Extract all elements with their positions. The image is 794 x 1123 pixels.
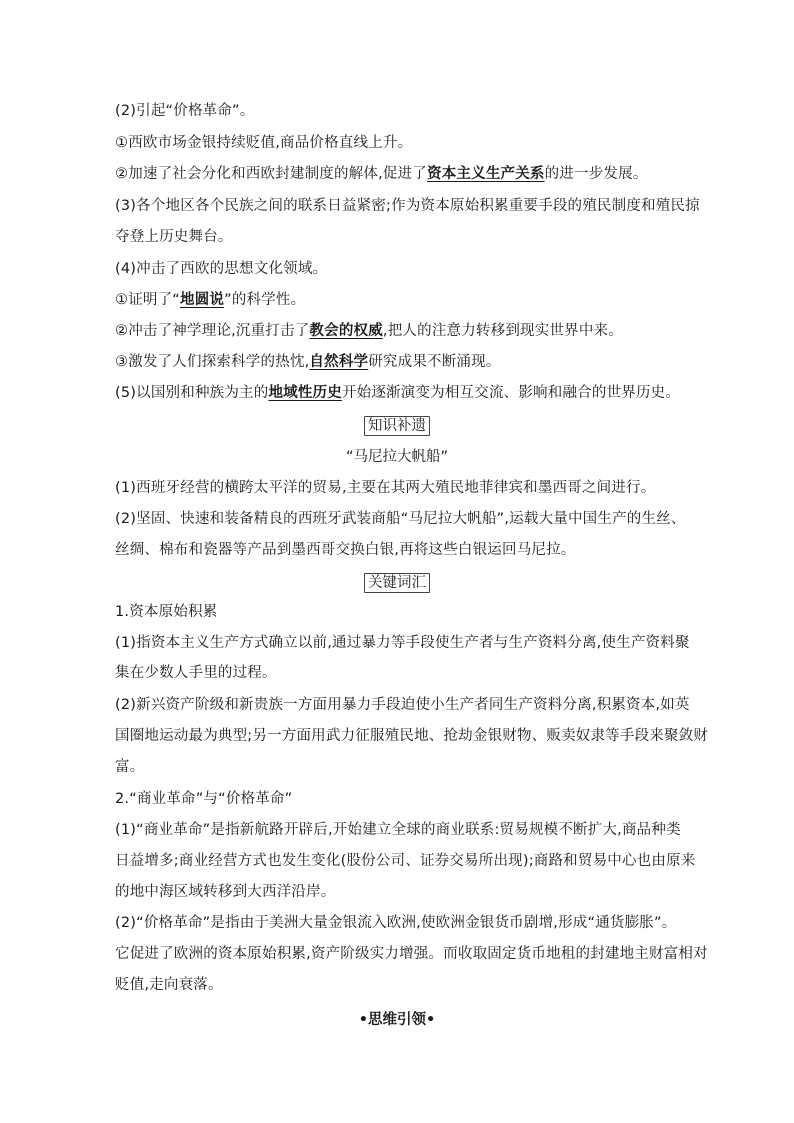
paragraph-line [115, 133, 705, 153]
paragraph-line [115, 726, 709, 746]
text: 的地中海区域转移到大西洋沿岸。 [115, 884, 336, 900]
text: 富。 [115, 759, 145, 775]
text: 它促进了欧洲的资本原始积累,资产阶级实力增强。而收取固定货币地租的封建地主财富相对 [115, 946, 708, 962]
text: ①证明了“ [115, 292, 181, 308]
text: 集在少数人手里的过程。 [115, 665, 277, 681]
text: 丝绸、棉布和瓷器等产品到墨西哥交换白银,再将这些白银运回马尼拉。 [115, 542, 576, 558]
text: (4)冲击了西欧的思想文化领域。 [115, 261, 328, 277]
paragraph-line [115, 164, 705, 184]
text: (1)“商业革命”是指新航路开辟后,开始建立全球的商业联系:贸易规模不断扩大,商品种类 [115, 822, 681, 838]
section-label-supplement: 知识补遗 [364, 416, 430, 436]
text: (1)西班牙经营的横跨太平洋的贸易,主要在其两大殖民地菲律宾和墨西哥之间进行。 [115, 480, 656, 496]
paragraph-line [115, 944, 708, 964]
paragraph-line [115, 259, 705, 279]
text: •思维引领• [358, 1012, 436, 1028]
key-term: 地域性历史 [268, 385, 342, 401]
section-heading-thinking [0, 1010, 794, 1030]
paragraph-line [115, 383, 705, 403]
text: “马尼拉大帆船” [345, 449, 449, 465]
term-heading [115, 602, 705, 622]
text: ②冲击了神学理论,沉重打击了 [115, 323, 310, 339]
text: ③激发了人们探索科学的热忱, [115, 354, 310, 370]
text: (1)指资本主义生产方式确立以前,通过暴力等手段使生产者与生产资料分离,使生产资料聚 [115, 635, 690, 651]
section-label-row [0, 416, 794, 436]
paragraph-line [115, 540, 705, 560]
text: 的进一步发展。 [544, 166, 648, 182]
text: ”的科学性。 [224, 292, 306, 308]
paragraph-line [115, 290, 705, 310]
key-term: 教会的权威 [309, 323, 383, 339]
paragraph-line [115, 975, 705, 995]
text: (2)新兴资产阶级和新贵族一方面用暴力手段迫使小生产者同生产资料分离,积累资本,如英 [115, 697, 690, 713]
key-term: 地圆说 [180, 292, 225, 308]
paragraph-line [115, 851, 705, 871]
text: 1.资本原始积累 [115, 604, 218, 620]
paragraph-line [115, 882, 705, 902]
text: 研究成果不断涌现。 [368, 354, 501, 370]
paragraph-line [115, 663, 705, 683]
text: 贬值,走向衰落。 [115, 977, 223, 993]
paragraph-line [115, 509, 705, 529]
text: 夺登上历史舞台。 [115, 229, 233, 245]
paragraph-line [115, 695, 705, 715]
paragraph-line [115, 478, 705, 498]
supplement-title [0, 447, 794, 467]
text: 国圈地运动最为典型;另一方面用武力征服殖民地、抢劫金银财物、贩卖奴隶等手段来聚敛财 [115, 728, 709, 744]
paragraph-line [115, 101, 705, 121]
text: (2)坚固、快速和装备精良的西班牙武装商船“马尼拉大帆船”,运载大量中国生产的生丝、 [115, 511, 686, 527]
text: 2.“商业革命”与“价格革命” [115, 791, 293, 807]
text: (3)各个地区各个民族之间的联系日益紧密;作为资本原始积累重要手段的殖民制度和殖民掠 [115, 198, 700, 214]
section-label-row [0, 573, 794, 593]
paragraph-line [115, 913, 705, 933]
paragraph-line [115, 321, 705, 341]
paragraph-line [115, 196, 705, 216]
paragraph-line [115, 227, 705, 247]
text: (2)引起“价格革命”。 [115, 103, 255, 119]
paragraph-line [115, 633, 705, 653]
paragraph-line [115, 757, 705, 777]
text: ②加速了社会分化和西欧封建制度的解体,促进了 [115, 166, 428, 182]
paragraph-line [115, 352, 705, 372]
text: (2)“价格革命”是指由于美洲大量金银流入欧洲,使欧洲金银货币剧增,形成“通货膨胀”。 [115, 915, 677, 931]
paragraph-line [115, 820, 705, 840]
text: ,把人的注意力转移到现实世界中来。 [382, 323, 623, 339]
key-term: 自然科学 [309, 354, 369, 370]
text: ①西欧市场金银持续贬值,商品价格直线上升。 [115, 135, 413, 151]
term-heading [115, 789, 705, 809]
key-term: 资本主义生产关系 [427, 166, 545, 182]
text: (5)以国别和种族为主的 [115, 385, 269, 401]
text: 日益增多;商业经营方式也发生变化(股份公司、证券交易所出现);商路和贸易中心也由原来 [115, 853, 696, 869]
text: 开始逐渐演变为相互交流、影响和融合的世界历史。 [341, 385, 681, 401]
section-label-glossary: 关键词汇 [364, 573, 430, 593]
